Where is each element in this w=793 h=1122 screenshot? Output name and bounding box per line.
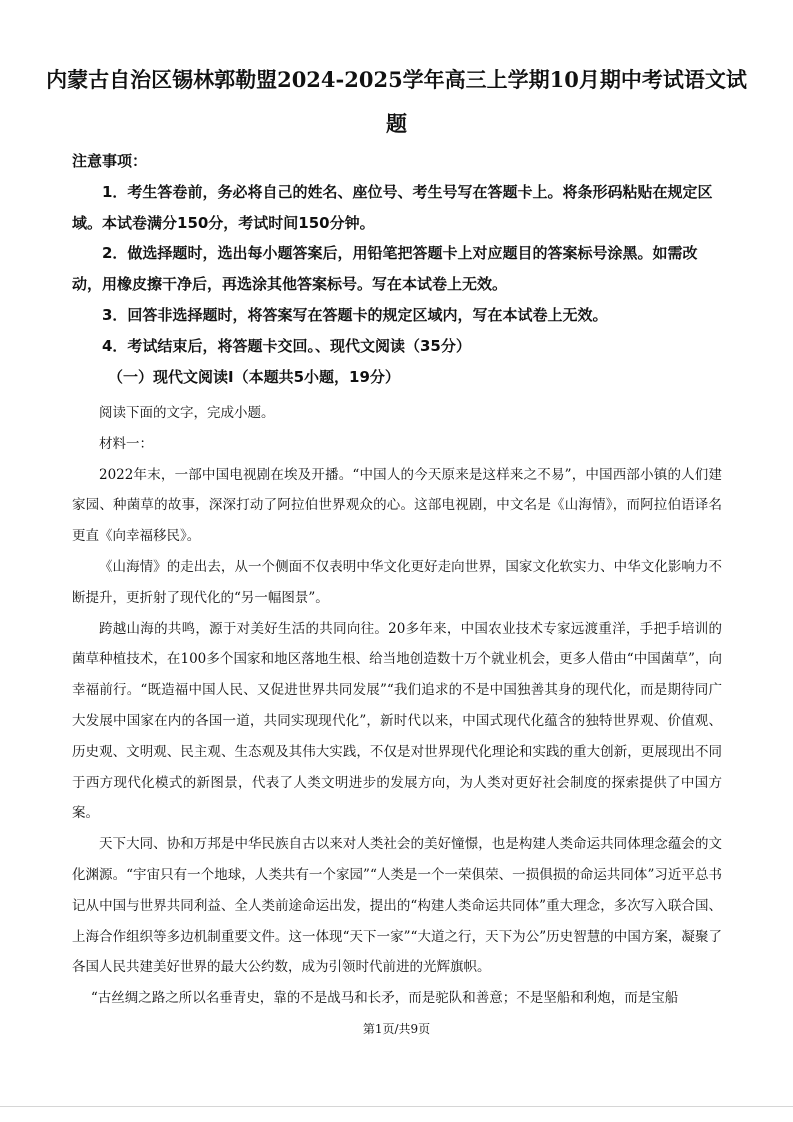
section-title: （一）现代文阅读Ⅰ（本题共5小题，19分） [108, 367, 400, 386]
passage-paragraph: 天下大同、协和万邦是中华民族自古以来对人类社会的美好憧憬，也是构建人类命运共同体理念蕴会的文化渊源。“宇宙只有一个地球，人类共有一个家园”“人类是一个一荣俱荣、一损俱损的命运共同体”习近平总书记从中国与世界共同利益、全人类前途命运出发，提出的“构建人类命运共同体”重大理念，多次写入联合国、上海合作组织等多边机制重要文件。这一体现“天下一家”“大道之行，天下为公”历史智慧的中国方案，凝聚了各国人民共建美好世界的最大公约数，成为引领时代前进的光辉旗帜。 [72, 836, 722, 976]
notice-section [72, 146, 722, 392]
passage-paragraph: 《山海情》的走出去，从一个侧面不仅表明中华文化更好走向世界，国家文化软实力、中华文化影响力不断提升，更折射了现代化的“另一幅图景”。 [72, 558, 722, 606]
page-number: 第1页/共9页 [362, 1022, 431, 1036]
passage-paragraph: “古丝绸之路之所以名垂青史，靠的不是战马和长矛，而是驼队和善意；不是坚船和利炮，而是宝船 [90, 990, 679, 1007]
instruction-text: 阅读下面的文字，完成小题。 [99, 405, 275, 421]
passage-paragraph: 2022年末，一部中国电视剧在埃及开播。“中国人的今天原来是这样来之不易”，中国西部小镇的人们建家园、种菌草的故事，深深打动了阿拉伯世界观众的心。这部电视剧，中文名是《山海情》，而阿拉伯语译名更直《向幸福移民》。 [72, 466, 722, 545]
page-bottom-divider [0, 1106, 793, 1107]
reading-passage [72, 398, 722, 1014]
material-label: 材料一： [99, 435, 153, 452]
notice-item-2: 2．做选择题时，选出每小题答案后，用铅笔把答题卡上对应题目的答案标号涂黑。如需改动，用橡皮擦干净后，再选涂其他答案标号。写在本试卷上无效。 [72, 244, 698, 294]
notice-item-3: 3．回答非选择题时，将答案写在答题卡的规定区域内，写在本试卷上无效。 [102, 305, 608, 324]
page-title: 内蒙古自治区锡林郭勒盟2024-2025学年高三上学期10月期中考试语文试题 [46, 67, 747, 136]
notice-item-1: 1．考生答卷前，务必将自己的姓名、座位号、考生号写在答题卡上。将条形码粘贴在规定区域。本试卷满分150分，考试时间150分钟。 [72, 182, 713, 232]
passage-paragraph: 跨越山海的共鸣，源于对美好生活的共同向往。20多年来，中国农业技术专家远渡重洋，手把手培训的菌草种植技术，在100多个国家和地区落地生根、给当地创造数十万个就业机会，更多人借由“中国菌草”，向幸福前行。“既造福中国人民、又促进世界共同发展”“我们追求的不是中国独善其身的现代化，而是期待同广大发展中国家在内的各国一道，共同实现现代化”，新时代以来，中国式现代化蕴含的独特世界观、价值观、历史观、文明观、民主观、生态观及其伟大实践，不仅是对世界现代化理论和实践的重大创新，更展现出不同于西方现代化模式的新图景，代表了人类文明进步的发展方向，为人类对更好社会制度的探索提供了中国方案。 [72, 620, 722, 822]
notice-item-4: 4．考试结束后，将答题卡交回。、现代文阅读（35分） [102, 336, 471, 355]
notice-heading: 注意事项： [72, 152, 148, 170]
